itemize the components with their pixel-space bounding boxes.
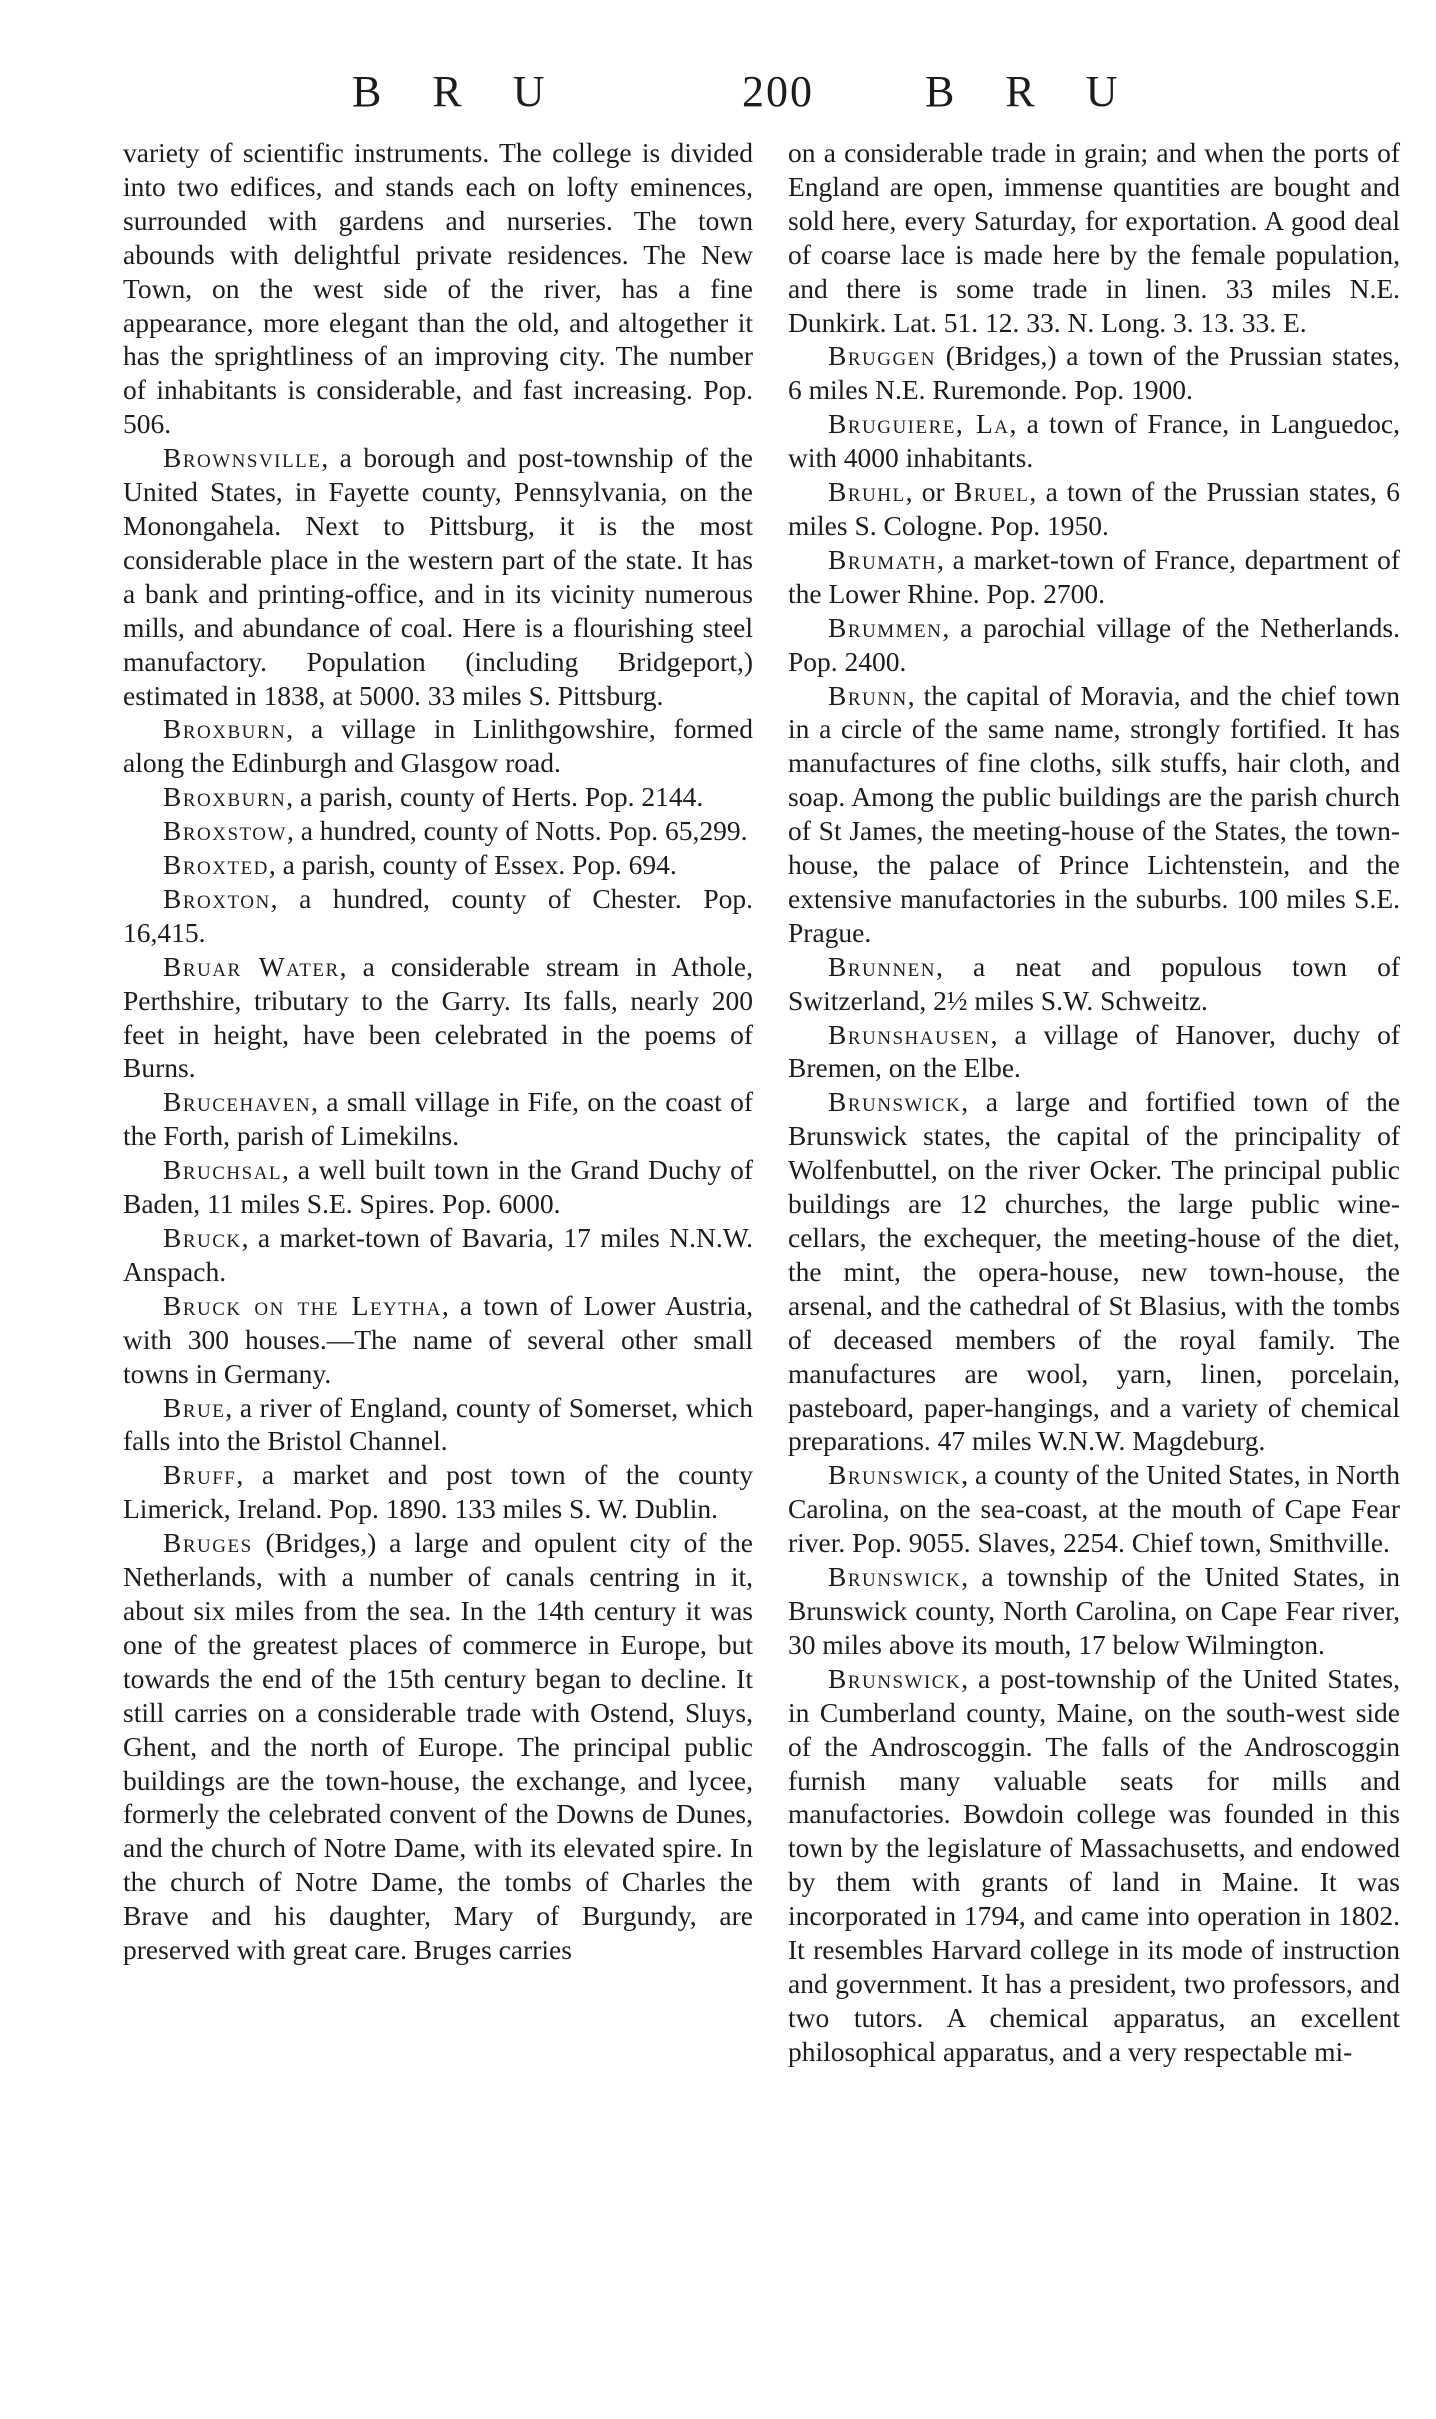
headword: Bruck on the Leytha (163, 1289, 442, 1321)
entry-text: , a hundred, county of Notts. Pop. 65,299. (286, 815, 748, 847)
headword: Bruar Water (163, 950, 340, 982)
entry-brunn (788, 679, 1400, 950)
entry-text: , a parochial village of the Netherlands. Pop. 2400. (788, 611, 1400, 677)
headword: Brownsville (163, 442, 322, 474)
headword: Broxted (163, 849, 269, 881)
entry-bruggen (788, 339, 1400, 407)
headword: Brunnen (828, 950, 937, 982)
entry-text: , a considerable stream in Athole, Perthshire, tributary to the Garry. Its falls, nearly 200 feet in height, have been celebrated in the poems of Burns. (123, 950, 753, 1084)
entry-text: , a river of England, county of Somerset, which falls into the Bristol Channel. (123, 1391, 753, 1457)
entry-broxburn-village (123, 712, 753, 780)
entry-text: , a well built town in the Grand Duchy of Baden, 11 miles S.E. Spires. Pop. 6000. (123, 1154, 753, 1220)
entry-brucehaven (123, 1085, 753, 1153)
right-column (788, 136, 1400, 2069)
header-right-guide-word: B R U (925, 67, 1138, 116)
entry-text: on a considerable trade in grain; and when the ports of England are open, immense quantities are bought and sold here, every Saturday, for exportation. A good deal of coarse lace is made here by the female population, and there is some trade in linen. 33 miles N.E. Dunkirk. Lat. 51. 12. 33. N. Long. 3. 13. 33. E. (788, 137, 1400, 338)
left-column (123, 136, 753, 1967)
headword: Broxburn (163, 781, 287, 813)
headword: Brunn (828, 679, 908, 711)
headword: Broxburn (163, 713, 287, 745)
headword: Brunswick (828, 1459, 962, 1491)
headword: Broxstow (163, 815, 287, 847)
entry-brue (123, 1391, 753, 1459)
headword: Bruggen (828, 340, 937, 372)
entry-text: , a town of Lower Austria, with 300 houses.—The name of several other small towns in Germany. (123, 1289, 754, 1389)
entry-broxton (123, 882, 753, 950)
headword: Broxton (163, 882, 271, 914)
headword-alt: Bruel (953, 476, 1030, 508)
entry-broxburn-parish (123, 780, 753, 814)
headword: Brunswick (828, 1662, 962, 1694)
entry-text: , a county of the United States, in North Carolina, on the sea-coast, at the mouth of Cape Fear river. Pop. 9055. Slaves, 2254. Chief town, Smithville. (788, 1459, 1400, 1559)
entry-brunswick-township (788, 1560, 1400, 1662)
headword: Bruhl (828, 476, 906, 508)
headword: Bruff (163, 1459, 237, 1491)
headword: Bruck (163, 1222, 242, 1253)
entry-text: variety of scientific instruments. The college is divided into two edifices, and stands each on lofty eminences, surrounded with gardens and nurseries. The town abounds with delightful private residences. The New Town, on the west side of the river, has a fine appearance, more elegant than the old, and altogether it has the sprightliness of an improving city. The number of inhabitants is considerable, and fast increasing. Pop. 506. (123, 137, 753, 440)
entry-bruar-water (123, 950, 753, 1086)
entry-text: , a village of Hanover, duchy of Bremen, on the Elbe. (788, 1018, 1400, 1084)
entry-brummen (788, 611, 1400, 679)
entry-bruhl (788, 475, 1400, 543)
entry-bruges (123, 1526, 753, 1967)
entry-text: , a parish, county of Essex. Pop. 694. (268, 849, 677, 881)
entry-text: , the capital of Moravia, and the chief town in a circle of the same name, strongly fortified. It has manufactures of fine cloths, silk stuffs, hair cloth, and soap. Among the public buildings are the parish church of St James, the meeting-house of the States, the town-house, the palace of Prince Lichtenstein, and the extensive manufactories in the suburbs. 100 miles S.E. Prague. (788, 679, 1400, 948)
entry-bruchsal (123, 1153, 753, 1221)
entry-brunshausen (788, 1018, 1400, 1086)
entry-text: , a hundred, county of Chester. Pop. 16,415. (123, 882, 753, 948)
entry-text: , or (905, 476, 954, 508)
entry-text: , a market and post town of the county Limerick, Ireland. Pop. 1890. 133 miles S. W. Dublin. (123, 1459, 753, 1525)
headword: Bruchsal (163, 1154, 283, 1186)
entry-continuation (123, 136, 753, 441)
entry-brunnen (788, 950, 1400, 1018)
headword: Bruguiere, La (828, 408, 1010, 440)
entry-text: , a neat and populous town of Switzerland, 2½ miles S.W. Schweitz. (788, 950, 1400, 1016)
headword: Bruges (163, 1527, 253, 1559)
entry-brunswick-maine (788, 1662, 1400, 2069)
entry-brunswick-town (788, 1085, 1400, 1458)
headword: Brucehaven (163, 1086, 312, 1118)
entry-bruck-on-the-leytha (123, 1289, 753, 1391)
entry-text: , a town of the Prussian states, 6 miles S. Cologne. Pop. 1950. (788, 476, 1400, 541)
headword: Brunshausen (828, 1018, 991, 1050)
entry-brownsville (123, 441, 753, 712)
entry-text: , a small village in Fife, on the coast of the Forth, parish of Limekilns. (123, 1086, 753, 1152)
headword: Brummen (828, 611, 943, 643)
headword: Brumath (828, 543, 938, 575)
entry-bruguiere (788, 407, 1400, 475)
entry-broxstow (123, 814, 753, 848)
entry-text: , a village in Linlithgowshire, formed along the Edinburgh and Glasgow road. (123, 713, 753, 779)
headword: Brunswick (828, 1561, 962, 1593)
entry-brumath (788, 543, 1400, 611)
entry-text: (Bridges,) a large and opulent city of the Netherlands, with a number of canals centring in it, about six miles from the sea. In the 14th century it was one of the greatest places of commerce in Europe, but towards the end of the 15th century began to decline. It still carries on a considerable trade with Ostend, Sluys, Ghent, and the north of Europe. The principal public buildings are the town-house, the exchange, and lycee, formerly the celebrated convent of the Downs de Dunes, and the church of Notre Dame, with its elevated spire. In the church of Notre Dame, the tombs of Charles the Brave and his daughter, Mary of Burgundy, are preserved with great care. Bruges carries (123, 1527, 753, 1966)
headword: Brunswick (828, 1086, 962, 1118)
header-left-guide-word: B R U (352, 67, 565, 116)
entry-bruff (123, 1458, 753, 1526)
entry-text: (Bridges,) a town of the Prussian states, 6 miles N.E. Ruremonde. Pop. 1900. (788, 340, 1400, 406)
entry-bruck (123, 1221, 753, 1289)
entry-text: , a market-town of France, department of the Lower Rhine. Pop. 2700. (788, 543, 1400, 609)
entry-brunswick-county (788, 1458, 1400, 1560)
entry-text: , a parish, county of Herts. Pop. 2144. (286, 781, 704, 813)
entry-text: , a town of France, in Languedoc, with 4000 inhabitants. (788, 408, 1400, 474)
entry-text: , a post-township of the United States, in Cumberland county, Maine, on the south-west side of the Androscoggin. The falls of the Androscoggin furnish many valuable seats for mills and manufactories. Bowdoin college was founded in this town by the legislature of Massachusetts, and endowed by them with grants of land in Maine. It was incorporated in 1794, and came into operation in 1802. It resembles Harvard college in its mode of instruction and government. It has a president, two professors, and two tutors. A chemical apparatus, an excellent philosophical apparatus, and a very respectable mi- (788, 1662, 1400, 2067)
headword: Brue (163, 1391, 226, 1423)
entry-continuation (788, 136, 1400, 339)
entry-text: , a large and fortified town of the Brunswick states, the capital of the principality of Wolfenbuttel, on the river Ocker. The principal public buildings are 12 churches, the large public wine-cellars, the exchequer, the meeting-house of the diet, the mint, the opera-house, new town-house, the arsenal, and the cathedral of St Blasius, with the tombs of deceased members of the royal family. The manufactures are wool, yarn, linen, porcelain, pasteboard, paper-hangings, and a variety of chemical preparations. 47 miles W.N.W. Magdeburg. (788, 1086, 1400, 1457)
entry-broxted (123, 848, 753, 882)
entry-text: , a township of the United States, in Brunswick county, North Carolina, on Cape Fear river, 30 miles above its mouth, 17 below Wilmington. (788, 1561, 1400, 1660)
page-header (0, 66, 1436, 126)
page-number: 200 (742, 67, 814, 116)
entry-text: , a borough and post-township of the United States, in Fayette county, Pennsylvania, on the Monongahela. Next to Pittsburg, it is the most considerable place in the western part of the state. It has a bank and printing-office, and in its vicinity numerous mills, and abundance of coal. Here is a flourishing steel manufactory. Population (including Bridgeport,) estimated in 1838, at 5000. 33 miles S. Pittsburg. (123, 442, 753, 711)
entry-text: , a market-town of Bavaria, 17 miles N.N.W. Anspach. (123, 1222, 753, 1287)
